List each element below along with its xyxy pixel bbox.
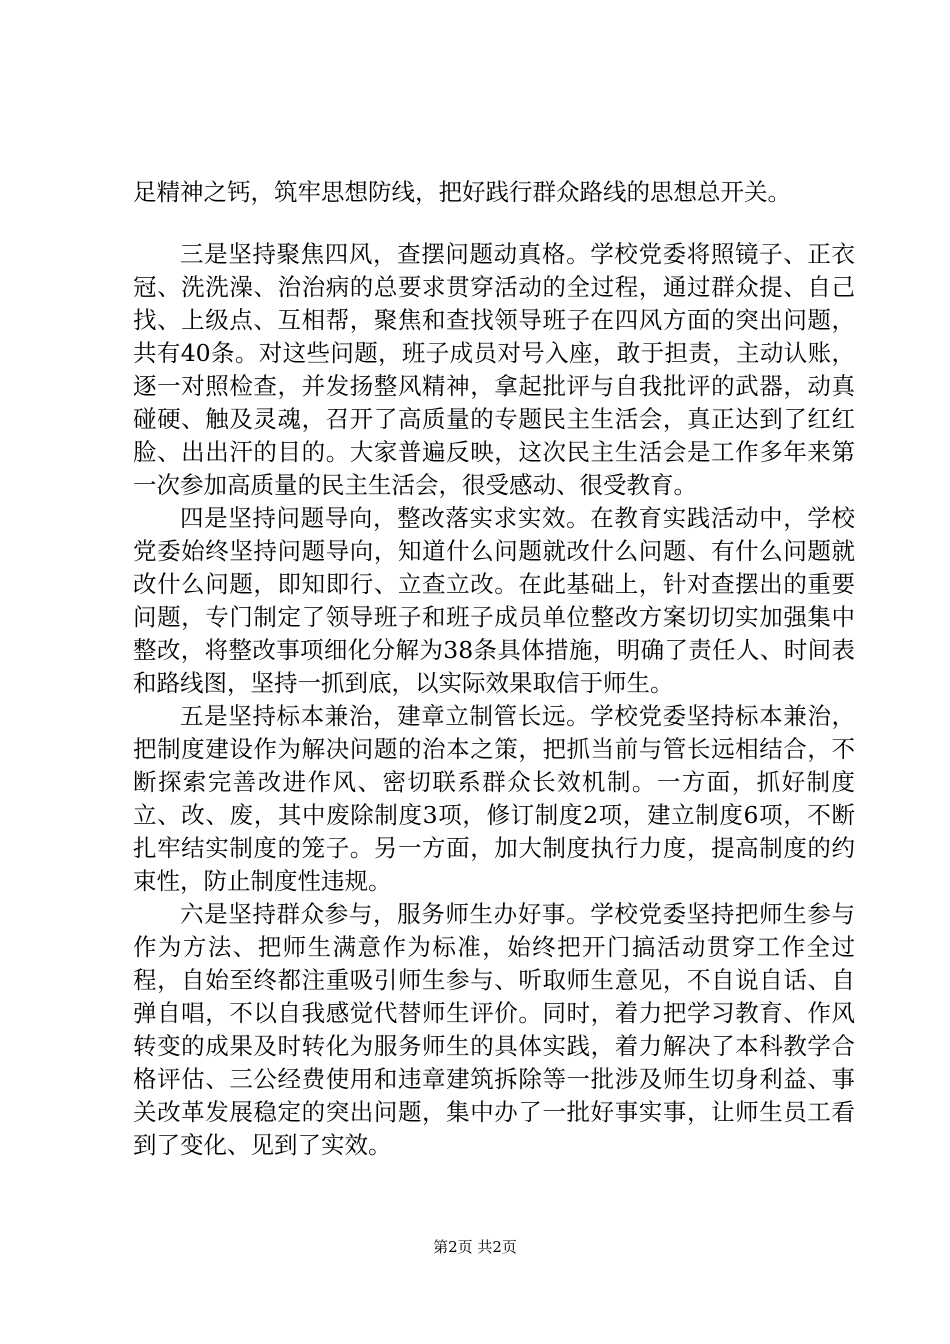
document-body	[133, 176, 855, 1162]
paragraph-point-four: 四是坚持问题导向，整改落实求实效。在教育实践活动中，学校党委始终坚持问题导向，知道什么问题就改什么问题、有什么问题就改什么问题，即知即行、立查立改。在此基础上，针对查摆出的重要问题，专门制定了领导班子和班子成员单位整改方案切切实加强集中整改，将整改事项细化分解为38条具体措施，明确了责任人、时间表和路线图，坚持一抓到底，以实际效果取信于师生。	[133, 504, 855, 697]
paragraph-continuation: 足精神之钙，筑牢思想防线，把好践行群众路线的思想总开关。	[133, 178, 791, 206]
paragraph-point-three: 三是坚持聚焦四风，查摆问题动真格。学校党委将照镜子、正衣冠、洗洗澡、治治病的总要求贯穿活动的全过程，通过群众提、自己找、上级点、互相帮，聚焦和查找领导班子在四风方面的突出问题，共有40条。对这些问题，班子成员对号入座，敢于担责，主动认账，逐一对照检查，并发扬整风精神，拿起批评与自我批评的武器，动真碰硬、触及灵魂，召开了高质量的专题民主生活会，真正达到了红红脸、出出汗的目的。大家普遍反映，这次民主生活会是工作多年来第一次参加高质量的民主生活会，很受感动、很受教育。	[133, 240, 855, 499]
paragraph-point-five: 五是坚持标本兼治，建章立制管长远。学校党委坚持标本兼治，把制度建设作为解决问题的治本之策，把抓当前与管长远相结合，不断探索完善改进作风、密切联系群众长效机制。一方面，抓好制度立、改、废，其中废除制度3项，修订制度2项，建立制度6项，不断扎牢结实制度的笼子。另一方面，加大制度执行力度，提高制度的约束性，防止制度性违规。	[133, 702, 855, 895]
paragraph-point-six: 六是坚持群众参与，服务师生办好事。学校党委坚持把师生参与作为方法、把师生满意作为标准，始终把开门搞活动贯穿工作全过程，自始至终都注重吸引师生参与、听取师生意见，不自说自话、自弹自唱，不以自我感觉代替师生评价。同时，着力把学习教育、作风转变的成果及时转化为服务师生的具体实践，着力解决了本科教学合格评估、三公经费使用和违章建筑拆除等一批涉及师生切身利益、事关改革发展稳定的突出问题，集中办了一批好事实事，让师生员工看到了变化、见到了实效。	[133, 900, 855, 1159]
page-footer: 第2页 共2页	[433, 1238, 517, 1256]
